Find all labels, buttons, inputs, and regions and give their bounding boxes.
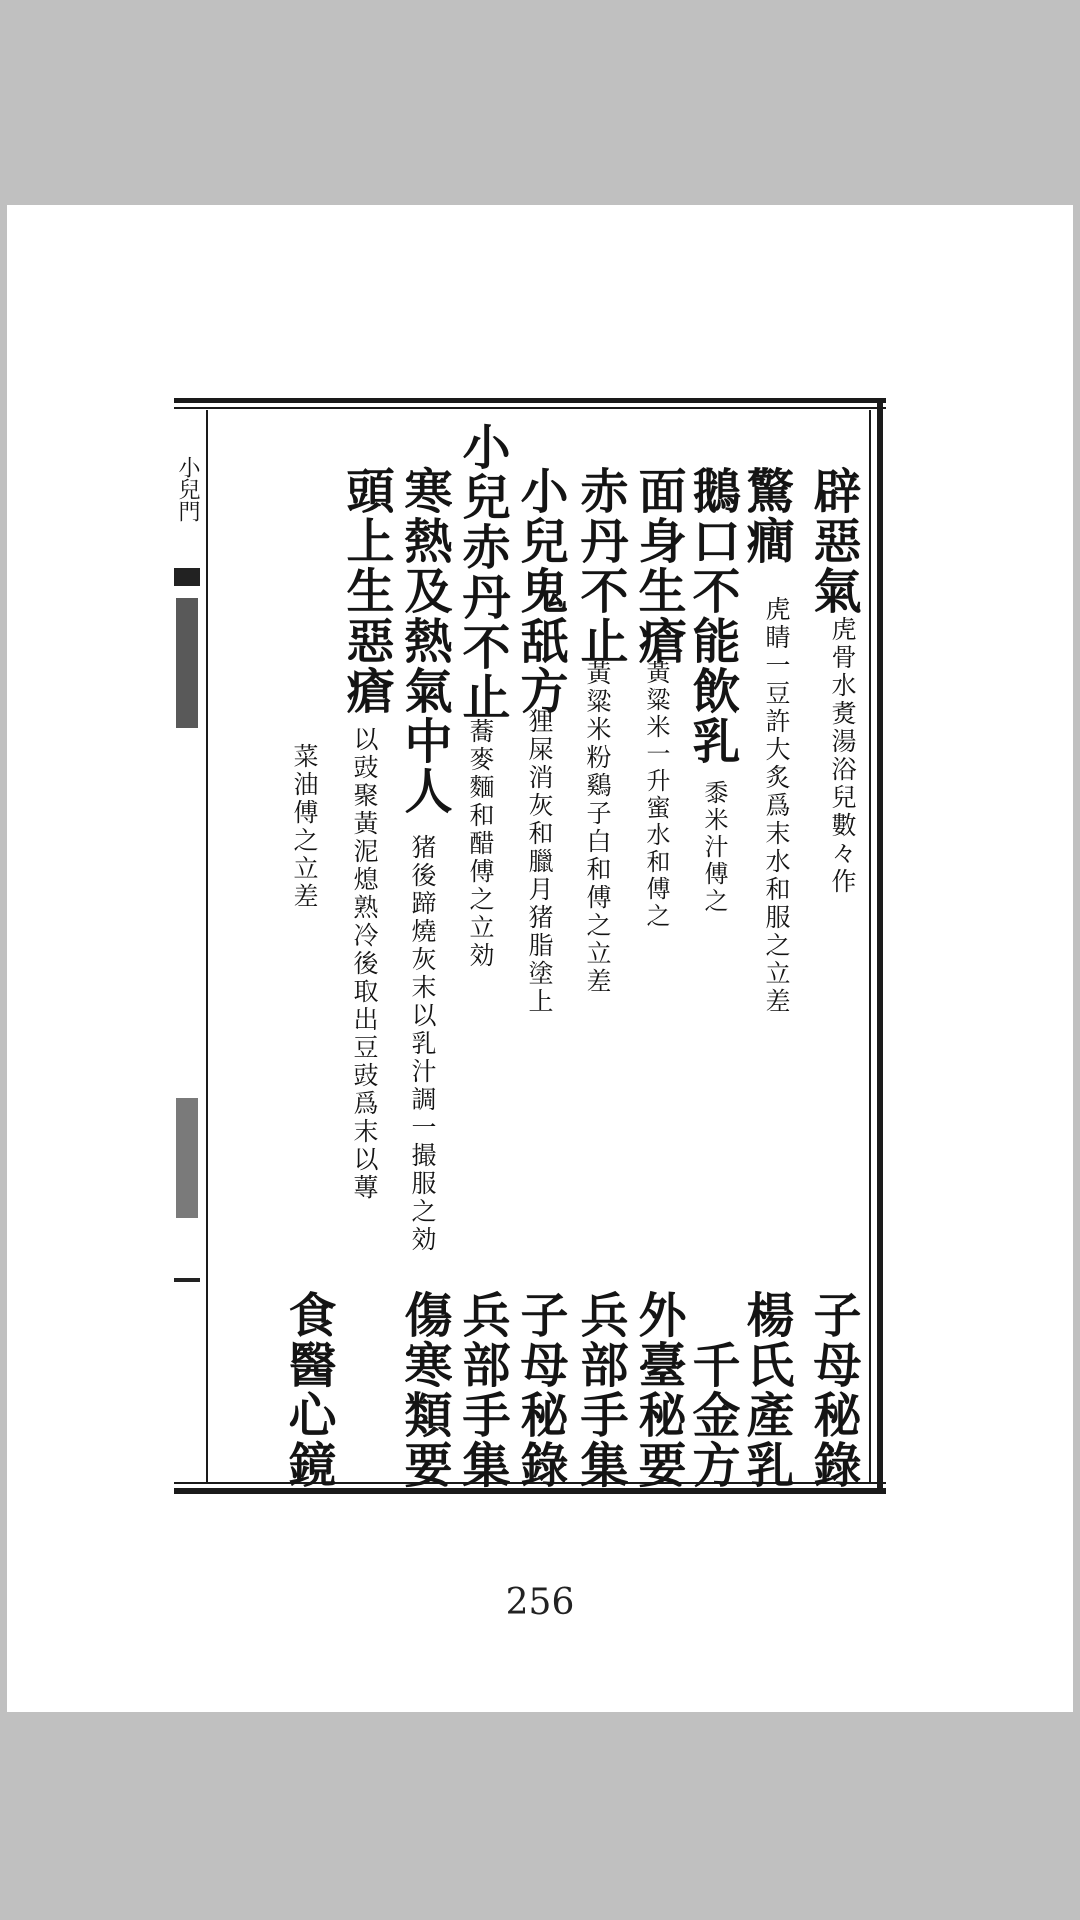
- entry-heading: 寒熱及熱氣中人: [396, 466, 452, 816]
- entry-source: 子母秘錄: [512, 1290, 568, 1490]
- entry-source: 千金方: [684, 1340, 740, 1490]
- entry-note: 黃粱米一升蜜水和傅之: [642, 660, 670, 930]
- entry-heading: 頭上生惡瘡: [338, 466, 394, 716]
- entry-heading: 驚癎: [738, 466, 794, 566]
- entry-note: 虎睛一豆許大炙爲末水和服之立差: [762, 596, 791, 1016]
- scanned-page: [174, 398, 886, 1500]
- entry-heading: 辟惡氣: [805, 466, 861, 616]
- entry-source: 外臺秘要: [630, 1290, 686, 1490]
- entry-source: 傷寒類要: [396, 1290, 452, 1490]
- entry-note-continuation: 菜油傅之立差: [290, 743, 319, 911]
- entry-note: 黍米汁傅之: [700, 780, 728, 915]
- right-border-inner: [869, 410, 871, 1482]
- margin-fold-block: [176, 598, 198, 728]
- entry-source: 食醫心鏡: [280, 1290, 336, 1490]
- margin-rule: [206, 410, 208, 1482]
- top-border-inner: [174, 407, 886, 409]
- entry-heading: 面身生瘡: [630, 466, 686, 666]
- margin-label: 小兒門: [175, 456, 200, 522]
- entry-note: 狸屎消灰和臘月猪脂塗上: [525, 708, 554, 1016]
- entry-heading: 小兒鬼舐方: [512, 466, 568, 716]
- entry-heading: 鵝口不能飲乳: [684, 466, 740, 766]
- margin-fold-mark: [174, 568, 200, 586]
- entry-source: 兵部手集: [572, 1290, 628, 1490]
- entry-note: 猪後蹄燒灰末以乳汁調一撮服之効: [408, 834, 437, 1254]
- top-border: [174, 398, 886, 403]
- margin-fold-block-2: [176, 1098, 198, 1218]
- right-border: [877, 398, 883, 1494]
- entry-heading: 小兒赤丹不止: [454, 422, 510, 722]
- entry-note: 黃粱米粉鷄子白和傅之立差: [583, 660, 612, 996]
- entry-note: 虎骨水煑湯浴兒數々作: [828, 616, 857, 896]
- entry-source: 楊氏產乳: [738, 1290, 794, 1490]
- margin-fold-tick: [174, 1278, 200, 1282]
- entry-note: 蕎麥麵和醋傅之立効: [466, 718, 495, 970]
- entry-source: 兵部手集: [454, 1290, 510, 1490]
- entry-source: 子母秘錄: [805, 1290, 861, 1490]
- page-number: 256: [505, 1582, 575, 1623]
- entry-heading: 赤丹不止: [572, 466, 628, 666]
- entry-note: 以豉聚黃泥熄熟冷後取出豆豉爲末以蓴: [350, 726, 379, 1202]
